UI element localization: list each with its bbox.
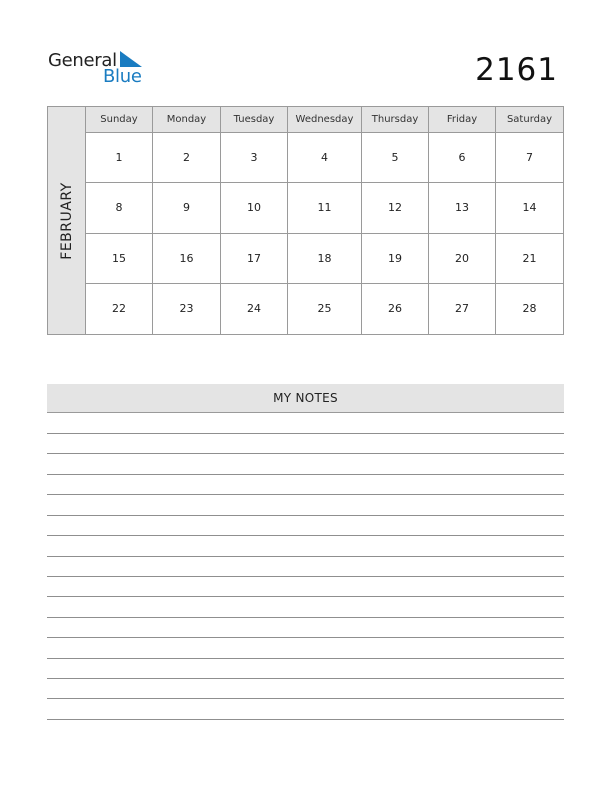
calendar — [47, 106, 564, 335]
note-line — [47, 433, 564, 434]
day-cell: 18 — [288, 234, 362, 284]
day-cell: 25 — [288, 284, 362, 334]
note-line — [47, 535, 564, 536]
note-line — [47, 658, 564, 659]
day-cell: 23 — [153, 284, 221, 334]
note-line — [47, 617, 564, 618]
day-cell: 24 — [221, 284, 288, 334]
day-cell: 22 — [86, 284, 153, 334]
weekday-header: Wednesday — [288, 107, 362, 133]
logo — [48, 48, 158, 88]
month-label: FEBRUARY — [58, 181, 75, 260]
day-cell: 9 — [153, 183, 221, 233]
note-line — [47, 474, 564, 475]
day-cell: 20 — [429, 234, 496, 284]
notes-header: MY NOTES — [47, 384, 564, 413]
year-title: 2161 — [475, 52, 558, 88]
note-line — [47, 576, 564, 577]
month-label-column — [48, 107, 86, 334]
day-cell: 15 — [86, 234, 153, 284]
day-cell: 28 — [522, 302, 537, 316]
day-cell: 26 — [362, 284, 429, 334]
note-line — [47, 637, 564, 638]
day-cell: 3 — [221, 133, 288, 183]
day-cell: 13 — [429, 183, 496, 233]
note-line — [47, 698, 564, 699]
day-cell: 17 — [221, 234, 288, 284]
note-line — [47, 556, 564, 557]
day-cell: 8 — [86, 183, 153, 233]
logo-word-general: General — [48, 50, 117, 71]
day-cell: 27 — [429, 284, 496, 334]
note-line — [47, 678, 564, 679]
weekday-header: Friday — [429, 107, 496, 133]
day-cell: 7 — [496, 133, 563, 183]
logo-word-blue: Blue — [103, 66, 142, 87]
day-cell: 5 — [362, 133, 429, 183]
day-cell: 11 — [288, 183, 362, 233]
day-cell: 1 — [86, 133, 153, 183]
day-cell: 21 — [496, 234, 563, 284]
note-line — [47, 494, 564, 495]
note-line — [47, 596, 564, 597]
day-cell: 2 — [153, 133, 221, 183]
weekday-header: Sunday — [86, 107, 153, 133]
day-cell: 4 — [288, 133, 362, 183]
note-line — [47, 719, 564, 720]
weekday-header: Monday — [153, 107, 221, 133]
weekday-header: Tuesday — [221, 107, 288, 133]
day-cell: 12 — [362, 183, 429, 233]
day-cell: 10 — [221, 183, 288, 233]
calendar-grid — [86, 107, 563, 334]
day-cell: 6 — [429, 133, 496, 183]
note-line — [47, 453, 564, 454]
weekday-header: Saturday — [496, 107, 563, 133]
weekday-header: Thursday — [362, 107, 429, 133]
day-cell: 16 — [153, 234, 221, 284]
day-cell: 19 — [362, 234, 429, 284]
day-cell: 14 — [496, 183, 563, 233]
note-line — [47, 515, 564, 516]
logo-triangle-icon — [120, 51, 142, 67]
